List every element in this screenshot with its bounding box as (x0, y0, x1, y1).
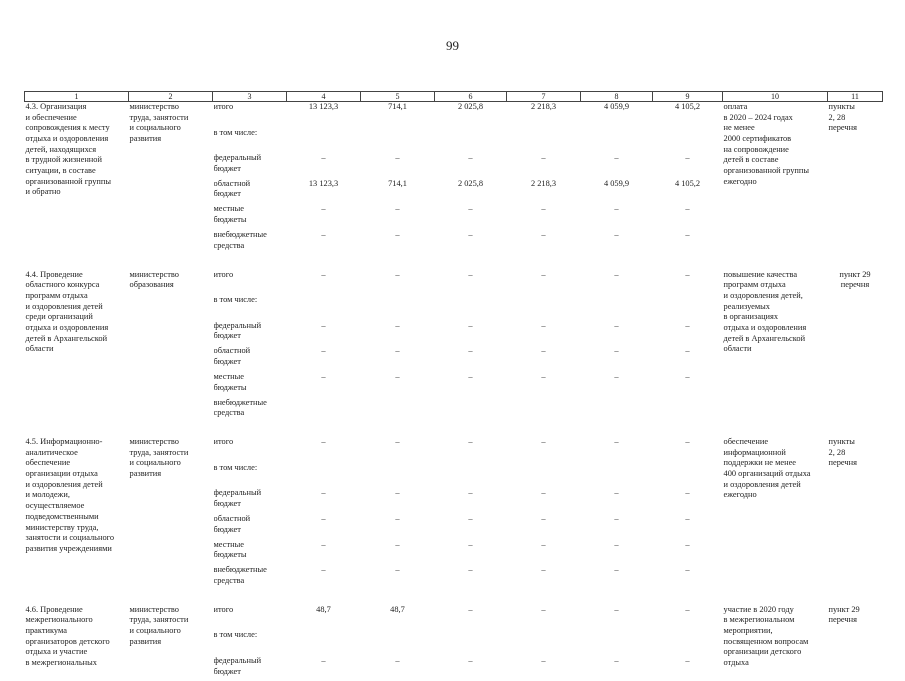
year-value-column (435, 102, 507, 256)
funding-value (288, 630, 360, 656)
measure-name: 4.4. Проведение областного конкурса программ отдыха и оздоровления детей среди организаций отдыха и оздоровления детей в Архангельской области (25, 270, 129, 424)
column-header: 3 (213, 92, 287, 102)
funding-value: – (654, 204, 722, 230)
funding-value: – (362, 204, 434, 230)
funding-value: – (654, 372, 722, 398)
funding-value (436, 128, 506, 154)
funding-value: – (362, 346, 434, 372)
funding-value: – (288, 372, 360, 398)
funding-value: – (582, 346, 652, 372)
year-value-column (361, 437, 435, 591)
funding-source-label: областной бюджет (214, 514, 286, 540)
funding-value (436, 295, 506, 321)
funding-value: – (288, 514, 360, 540)
funding-value (654, 295, 722, 321)
funding-value (582, 295, 652, 321)
funding-value: 48,7 (362, 605, 434, 631)
funding-value: – (508, 605, 580, 631)
funding-value (508, 463, 580, 489)
column-header: 4 (287, 92, 361, 102)
funding-value: – (436, 437, 506, 463)
funding-source-label: внебюджетные средства (214, 565, 286, 591)
funding-source-label: областной бюджет (214, 346, 286, 372)
funding-value: – (436, 346, 506, 372)
separator-cell (25, 423, 883, 437)
year-value-column (287, 270, 361, 424)
funding-value: – (436, 372, 506, 398)
funding-value: – (436, 514, 506, 540)
year-value-column (507, 605, 581, 681)
funding-value: – (508, 321, 580, 347)
year-value-column (507, 102, 581, 256)
column-header: 10 (723, 92, 828, 102)
list-points: пункты 2, 28 перечня (828, 437, 883, 591)
funding-value (362, 630, 434, 656)
funding-value: – (654, 514, 722, 540)
page-number: 99 (0, 38, 905, 54)
column-header: 2 (129, 92, 213, 102)
funding-value: – (508, 488, 580, 514)
funding-source-label: федеральный бюджет (214, 488, 286, 514)
column-header: 6 (435, 92, 507, 102)
funding-value (362, 398, 434, 424)
list-points: пункт 29 перечня (828, 270, 883, 424)
funding-value (582, 463, 652, 489)
funding-value (288, 295, 360, 321)
year-value-column (581, 270, 653, 424)
funding-value: – (436, 656, 506, 681)
funding-value: – (654, 270, 722, 296)
funding-value: – (582, 204, 652, 230)
funding-value: – (436, 270, 506, 296)
funding-value: – (654, 565, 722, 591)
executor-name: министерство труда, занятости и социального развития (129, 437, 213, 591)
column-header: 9 (653, 92, 723, 102)
funding-source-label: местные бюджеты (214, 540, 286, 566)
expected-result: обеспечение информационной поддержки не менее 400 организаций отдыха и оздоровления детей ежегодно (723, 437, 828, 591)
funding-value: – (362, 540, 434, 566)
funding-value: – (288, 204, 360, 230)
funding-value: 4 105,2 (654, 179, 722, 205)
year-value-column (435, 270, 507, 424)
expected-result: оплата в 2020 – 2024 годах не менее 2000 сертификатов на сопровождение детей в составе организованной группы ежегодно (723, 102, 828, 256)
funding-value (288, 128, 360, 154)
executor-name: министерство труда, занятости и социального развития (129, 605, 213, 681)
funding-value (436, 630, 506, 656)
funding-value: – (654, 656, 722, 681)
funding-value: 48,7 (288, 605, 360, 631)
expected-result: повышение качества программ отдыха и оздоровления детей, реализуемых в организациях отдыха и оздоровления детей в Архангельской области (723, 270, 828, 424)
measure-name: 4.6. Проведение межрегионального практикума организаторов детского отдыха и участие в межрегиональных (25, 605, 129, 681)
funding-value: – (508, 565, 580, 591)
funding-value: – (288, 321, 360, 347)
funding-value: – (508, 346, 580, 372)
funding-source-label: итого (214, 605, 286, 631)
separator-cell (25, 256, 883, 270)
funding-source-label: федеральный бюджет (214, 153, 286, 179)
funding-value: – (508, 372, 580, 398)
year-value-column (653, 437, 723, 591)
funding-value: – (582, 656, 652, 681)
funding-value: – (362, 488, 434, 514)
funding-value: – (362, 437, 434, 463)
funding-value: 13 123,3 (288, 179, 360, 205)
funding-value: – (654, 488, 722, 514)
year-value-column (581, 102, 653, 256)
funding-value: – (362, 230, 434, 256)
funding-value: 13 123,3 (288, 102, 360, 128)
funding-value: 2 218,3 (508, 102, 580, 128)
block-separator (25, 591, 883, 605)
funding-value: – (582, 540, 652, 566)
year-value-column (287, 437, 361, 591)
funding-value: – (654, 437, 722, 463)
funding-value (436, 463, 506, 489)
funding-value (582, 398, 652, 424)
column-number-row (25, 92, 883, 102)
column-header: 7 (507, 92, 581, 102)
funding-source-label: в том числе: (214, 128, 286, 154)
separator-cell (25, 591, 883, 605)
list-points: пункт 29 перечня (828, 605, 883, 681)
funding-value: – (654, 321, 722, 347)
funding-value: – (508, 270, 580, 296)
funding-source-label: итого (214, 270, 286, 296)
funding-value: – (362, 372, 434, 398)
funding-value: – (288, 346, 360, 372)
funding-value: – (436, 153, 506, 179)
funding-value: – (362, 565, 434, 591)
measure-row (25, 437, 883, 591)
funding-value (582, 630, 652, 656)
funding-value: – (654, 605, 722, 631)
funding-value (288, 463, 360, 489)
funding-value (654, 463, 722, 489)
funding-value (508, 128, 580, 154)
funding-source-label: итого (214, 437, 286, 463)
funding-value: – (288, 656, 360, 681)
funding-value: – (508, 656, 580, 681)
funding-value: – (436, 321, 506, 347)
funding-value: – (436, 488, 506, 514)
funding-value: – (508, 230, 580, 256)
funding-value: – (436, 230, 506, 256)
program-table (24, 91, 883, 681)
funding-value: – (288, 153, 360, 179)
funding-source-label: местные бюджеты (214, 204, 286, 230)
executor-name: министерство образования (129, 270, 213, 424)
funding-value: – (436, 565, 506, 591)
funding-value: – (288, 565, 360, 591)
funding-sources (213, 437, 287, 591)
funding-source-label: областной бюджет (214, 179, 286, 205)
block-separator (25, 423, 883, 437)
column-header: 11 (828, 92, 883, 102)
year-value-column (507, 270, 581, 424)
funding-value: – (288, 437, 360, 463)
column-header: 5 (361, 92, 435, 102)
funding-value: – (582, 372, 652, 398)
funding-value (288, 398, 360, 424)
funding-value: – (436, 204, 506, 230)
funding-source-label: в том числе: (214, 295, 286, 321)
funding-value: – (288, 230, 360, 256)
table-body (25, 102, 883, 681)
funding-source-label: внебюджетные средства (214, 398, 286, 424)
funding-value: – (508, 540, 580, 566)
funding-source-label: федеральный бюджет (214, 321, 286, 347)
funding-sources (213, 605, 287, 681)
funding-value: – (362, 514, 434, 540)
funding-value: 714,1 (362, 102, 434, 128)
funding-source-label: внебюджетные средства (214, 230, 286, 256)
year-value-column (581, 605, 653, 681)
year-value-column (581, 437, 653, 591)
funding-source-label: итого (214, 102, 286, 128)
funding-source-label: в том числе: (214, 463, 286, 489)
year-value-column (361, 605, 435, 681)
executor-name: министерство труда, занятости и социального развития (129, 102, 213, 256)
funding-value: 4 105,2 (654, 102, 722, 128)
funding-value (436, 398, 506, 424)
funding-value: – (582, 437, 652, 463)
funding-value: – (508, 153, 580, 179)
funding-value (508, 398, 580, 424)
funding-value: – (654, 230, 722, 256)
funding-value: – (436, 605, 506, 631)
year-value-column (361, 270, 435, 424)
funding-value: – (654, 346, 722, 372)
funding-value: 714,1 (362, 179, 434, 205)
funding-value (508, 295, 580, 321)
funding-value: – (362, 153, 434, 179)
funding-value: – (654, 153, 722, 179)
measure-row (25, 102, 883, 256)
year-value-column (435, 437, 507, 591)
column-header: 1 (25, 92, 129, 102)
funding-value: – (288, 488, 360, 514)
funding-value: – (508, 204, 580, 230)
expected-result: участие в 2020 году в межрегиональном мероприятии, посвященном вопросам организации детского отдыха (723, 605, 828, 681)
year-value-column (287, 605, 361, 681)
funding-value: 2 218,3 (508, 179, 580, 205)
year-value-column (287, 102, 361, 256)
funding-value: 4 059,9 (582, 179, 652, 205)
year-value-column (361, 102, 435, 256)
funding-value (362, 128, 434, 154)
funding-sources (213, 102, 287, 256)
funding-sources (213, 270, 287, 424)
funding-value (654, 630, 722, 656)
funding-value: – (582, 514, 652, 540)
funding-value: – (362, 656, 434, 681)
funding-value: – (288, 540, 360, 566)
funding-value (508, 630, 580, 656)
funding-value: – (582, 605, 652, 631)
funding-source-label: в том числе: (214, 630, 286, 656)
funding-source-label: местные бюджеты (214, 372, 286, 398)
block-separator (25, 256, 883, 270)
funding-value: – (582, 230, 652, 256)
funding-value: 4 059,9 (582, 102, 652, 128)
funding-value: – (288, 270, 360, 296)
funding-value (654, 128, 722, 154)
funding-value: – (508, 437, 580, 463)
funding-value: – (508, 514, 580, 540)
funding-value: – (582, 321, 652, 347)
funding-value (582, 128, 652, 154)
funding-value: – (582, 488, 652, 514)
funding-value: 2 025,8 (436, 102, 506, 128)
funding-value: – (582, 153, 652, 179)
funding-value (362, 463, 434, 489)
measure-row (25, 605, 883, 681)
year-value-column (435, 605, 507, 681)
funding-value (654, 398, 722, 424)
funding-value: – (436, 540, 506, 566)
funding-value: – (362, 321, 434, 347)
measure-row (25, 270, 883, 424)
measure-name: 4.3. Организация и обеспечение сопровождения к месту отдыха и оздоровления детей, находящихся в трудной жизненной ситуации, в составе организованной группы и обратно (25, 102, 129, 256)
year-value-column (653, 102, 723, 256)
year-value-column (507, 437, 581, 591)
list-points: пункты 2, 28 перечня (828, 102, 883, 256)
column-header: 8 (581, 92, 653, 102)
funding-value: – (362, 270, 434, 296)
funding-value: – (654, 540, 722, 566)
funding-value: 2 025,8 (436, 179, 506, 205)
funding-value (362, 295, 434, 321)
funding-source-label: федеральный бюджет (214, 656, 286, 681)
measure-name: 4.5. Информационно- аналитическое обеспечение организации отдыха и оздоровления детей и молодежи, осуществляемое подведомственными министерству труда, занятости и социального развития учреждениями (25, 437, 129, 591)
year-value-column (653, 270, 723, 424)
funding-value: – (582, 565, 652, 591)
year-value-column (653, 605, 723, 681)
funding-value: – (582, 270, 652, 296)
